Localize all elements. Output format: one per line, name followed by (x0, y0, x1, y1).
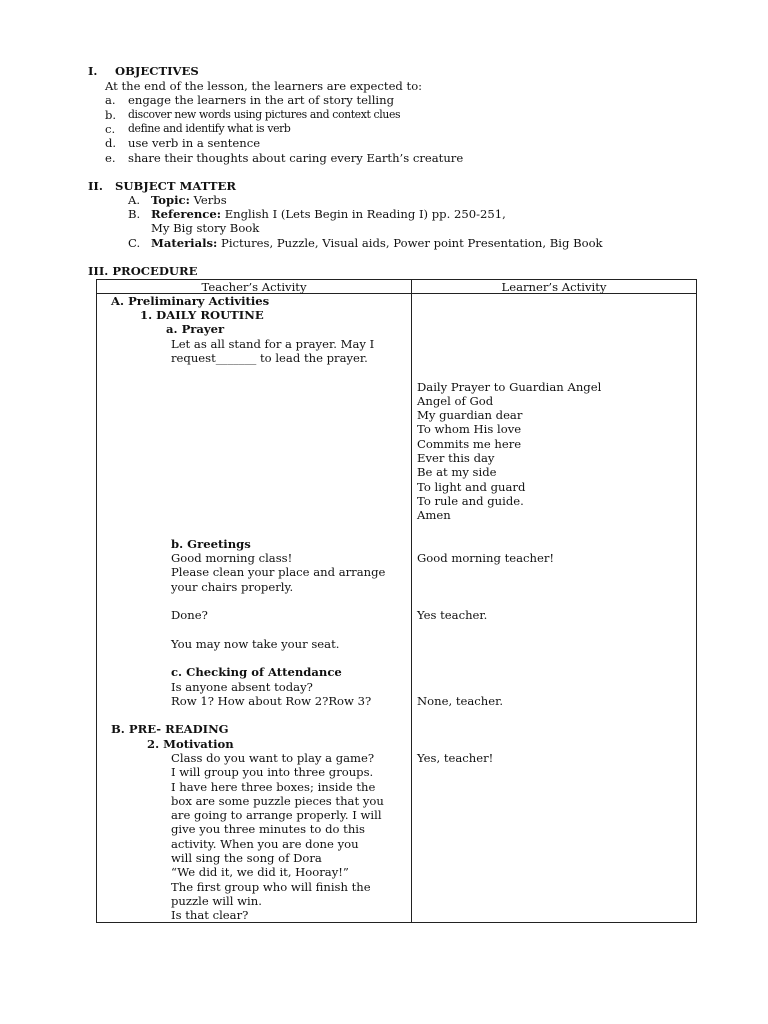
learner-line: To whom His love (417, 422, 522, 436)
teacher-line: puzzle will win. (171, 894, 262, 908)
teacher-line: Is anyone absent today? (171, 680, 313, 694)
learner-line: To rule and guide. (417, 494, 524, 508)
teacher-line: “We did it, we did it, Hooray!” (171, 865, 349, 879)
objective-letter: b. (105, 108, 117, 122)
learner-column-header: Learner’s Activity (501, 280, 607, 294)
objective-item: use verb in a sentence (128, 136, 261, 150)
teacher-line: give you three minutes to do this (171, 822, 365, 836)
topic-value: Verbs (193, 193, 227, 207)
topic-line (151, 193, 227, 207)
objectives-numeral: I. (88, 64, 98, 78)
teacher-line: Done? (171, 608, 208, 622)
learner-line: Angel of God (417, 394, 494, 408)
materials-label: Materials: (151, 236, 218, 250)
objectives-heading: OBJECTIVES (115, 64, 199, 78)
teacher-line: Let as all stand for a prayer. May I (171, 337, 375, 351)
teacher-line: 1. DAILY ROUTINE (140, 308, 264, 322)
teacher-line: request_______ to lead the prayer. (171, 351, 368, 365)
teacher-line: will sing the song of Dora (171, 851, 322, 865)
learner-line: Daily Prayer to Guardian Angel (417, 380, 602, 394)
procedure-heading: III. PROCEDURE (88, 264, 198, 278)
teacher-line: b. Greetings (171, 537, 251, 551)
topic-label: Topic: (151, 193, 190, 207)
reference-line (151, 207, 506, 221)
teacher-line: 2. Motivation (147, 737, 234, 751)
teacher-line: The first group who will finish the (171, 880, 371, 894)
materials-line (151, 236, 603, 250)
objective-item: discover new words using pictures and context clues (128, 108, 401, 121)
learner-line: To light and guard (417, 480, 526, 494)
learner-line: Yes teacher. (417, 608, 488, 622)
materials-value: Pictures, Puzzle, Visual aids, Power point Presentation, Big Book (221, 236, 603, 250)
teacher-line: Is that clear? (171, 908, 249, 922)
teacher-line: You may now take your seat. (171, 637, 340, 651)
objective-letter: e. (105, 151, 116, 165)
column-divider (411, 280, 412, 922)
teacher-line: Class do you want to play a game? (171, 751, 375, 765)
objective-letter: d. (105, 136, 117, 150)
teacher-line: B. PRE- READING (111, 722, 229, 736)
materials-letter: C. (128, 236, 141, 250)
learner-line: Ever this day (417, 451, 495, 465)
reference-value: English I (Lets Begin in Reading I) pp. 250-251, (224, 207, 506, 221)
teacher-line: A. Preliminary Activities (111, 294, 270, 308)
objective-item: share their thoughts about caring every Earth’s creature (128, 151, 464, 165)
teacher-line: a. Prayer (166, 322, 225, 336)
teacher-line: I will group you into three groups. (171, 765, 374, 779)
objective-letter: a. (105, 93, 116, 107)
teacher-line: c. Checking of Attendance (171, 665, 342, 679)
subject-matter-heading: SUBJECT MATTER (115, 179, 237, 193)
learner-line: Good morning teacher! (417, 551, 555, 565)
objective-item: engage the learners in the art of story telling (128, 93, 395, 107)
teacher-line: Good morning class! (171, 551, 293, 565)
reference-letter: B. (128, 207, 141, 221)
teacher-line: Please clean your place and arrange (171, 565, 386, 579)
learner-line: None, teacher. (417, 694, 504, 708)
reference-value-line2: My Big story Book (151, 221, 260, 235)
objective-item: define and identify what is verb (128, 122, 291, 135)
learner-line: Be at my side (417, 465, 497, 479)
learner-line: My guardian dear (417, 408, 523, 422)
subject-matter-numeral: II. (88, 179, 103, 193)
teacher-line: I have here three boxes; inside the (171, 780, 376, 794)
learner-line: Amen (417, 508, 451, 522)
teacher-column-header: Teacher’s Activity (201, 280, 307, 294)
teacher-line: Row 1? How about Row 2?Row 3? (171, 694, 372, 708)
objectives-intro: At the end of the lesson, the learners are expected to: (105, 79, 423, 93)
teacher-line: are going to arrange properly. I will (171, 808, 382, 822)
learner-line: Commits me here (417, 437, 522, 451)
teacher-line: activity. When you are done you (171, 837, 359, 851)
reference-label: Reference: (151, 207, 222, 221)
topic-letter: A. (128, 193, 141, 207)
teacher-line: your chairs properly. (171, 580, 294, 594)
objective-letter: c. (105, 122, 116, 136)
teacher-line: box are some puzzle pieces that you (171, 794, 384, 808)
learner-line: Yes, teacher! (417, 751, 494, 765)
